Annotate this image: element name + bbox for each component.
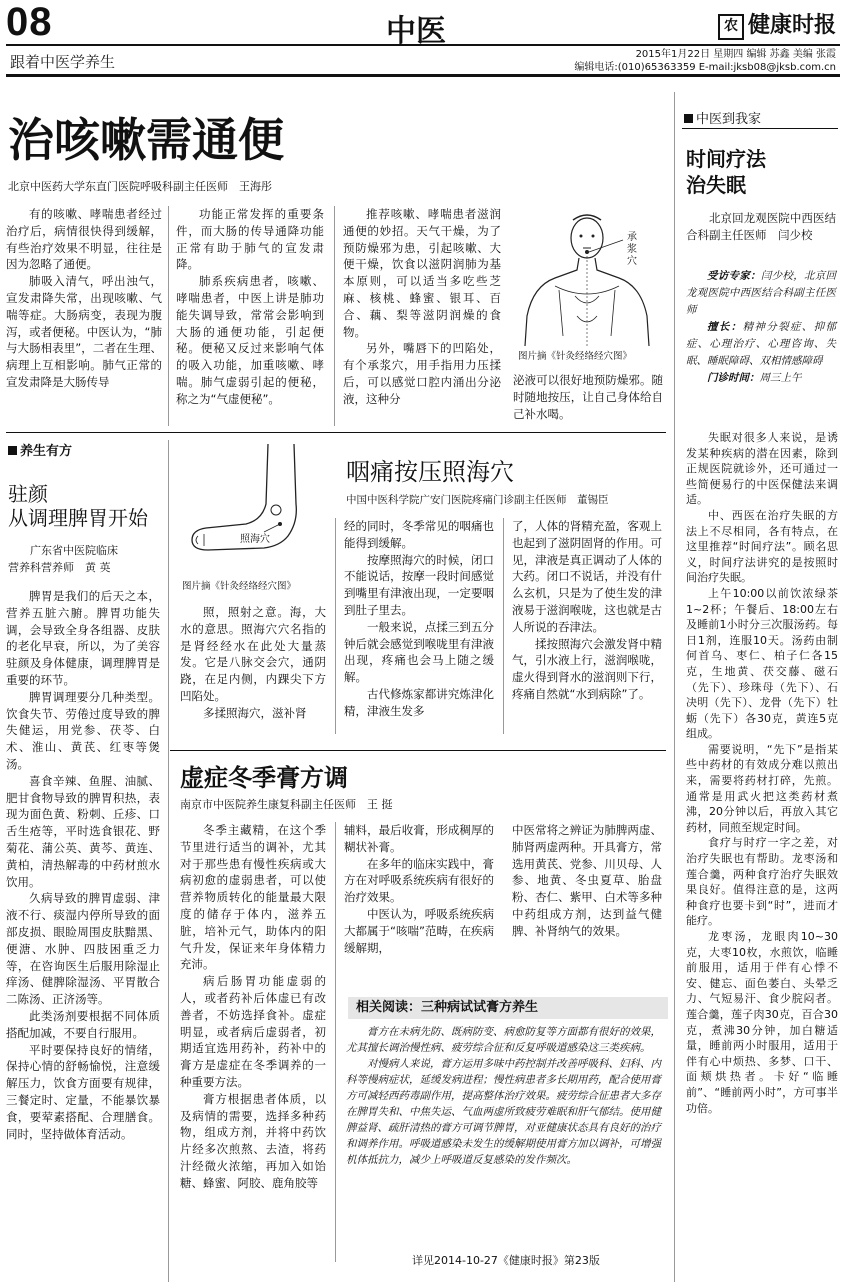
paragraph: 揉按照海穴会激发肾中精气，引水液上行，滋润喉咙，虚火得到肾水的滋润则下行，疼痛自然就“水到病除”了。 — [512, 636, 662, 701]
paragraph: 食疗与时疗一字之差，对治疗失眠也有帮助。龙枣汤和莲合羹，两种食疗治疗失眠效果良好。值得注意的是，这两种食疗也要卡到“时”，进而才能疗。 — [686, 836, 838, 928]
logo-mark: 农 — [718, 14, 744, 40]
main-article-col3 — [343, 206, 501, 408]
left-box-label — [8, 440, 72, 459]
date-text: 2015年1月22日 星期四 编辑 苏鑫 美编 张霞 — [635, 49, 836, 60]
right-box-text: 中医到我家 — [696, 112, 762, 127]
right-column-body — [686, 430, 838, 1116]
column-divider — [503, 518, 504, 734]
section-title: 中医 — [386, 14, 446, 49]
logo-text: 健康时报 — [748, 12, 837, 38]
paragraph: 北京回龙观医院中西医结合科副主任医师 闫少校 — [686, 211, 836, 242]
paragraph: 病后肠胃功能虚弱的人，或者药补后体虚已有改善者，不妨选择食补。虚症明显，或者病后虚弱者，初期适宜选用药补，药补中的膏方是虚症在冬季调养的一种重要方法。 — [180, 974, 326, 1089]
right-box-rule — [682, 128, 838, 129]
chengjiang-label: 承浆穴 — [627, 232, 637, 267]
paragraph: 肺吸入清气，呼出浊气，宣发肃降失常，出现咳嗽、气喘等症。大肠病变，表现为腹泻，或者便秘。中医认为，“肺与大肠相表里”，二者在生理、病理上互相影响。肺气正常的宣发肃降是大肠传导 — [6, 274, 162, 389]
zhaohai-acupoint-figure — [184, 444, 324, 574]
expert-line — [686, 268, 836, 319]
paragraph: 了，人体的肾精充盈，客观上也起到了滋阴固肾的作用。可见，津液是真正调动了人体的大药。闭口不说话，并没有什么玄机，只是为了使生发的津液易于滋润喉咙，这也就是古人所说的吞津法。 — [512, 519, 662, 634]
column-divider — [335, 518, 336, 734]
left-byline-line1: 广东省中医院临床 — [30, 544, 118, 557]
paragraph: 一般来说，点揉三到五分钟后就会感觉到喉咙里有津液出现，疼痛也会马上随之缓解。 — [344, 619, 494, 685]
right-title-line2: 治失眠 — [686, 173, 746, 197]
page-number: 08 — [6, 0, 53, 44]
left-title-line2: 从调理脾胃开始 — [8, 506, 148, 530]
paragraph: 肺系疾病患者，咳嗽、哮喘患者，中医上讲是肺功能失调导致，常常会影响到大肠的通便功能，引起便秘。便秘又反过来影响气体的吸入功能，加重咳嗽、哮喘。肺气虚弱引起的便秘，称之为“气虚便秘”。 — [176, 274, 324, 406]
right-title-line1: 时间疗法 — [686, 147, 766, 171]
specialty-label: 擅长： — [707, 321, 743, 333]
paragraph: 对慢病人来说，膏方运用多味中药控制并改善呼吸科、妇科、内科等慢病症状，延缓发病进程；慢性病患者多长期用药，配合使用膏方可减轻西药毒副作用，提高整体治疗效果。疲劳综合征患者大多存在脾胃失和、中焦失运、气血两虚所致疲劳难眠和肝气郁结。使用健脾益肾、疏肝清热的膏方可调节脾胃，对亚健康状态具有良好的治疗和调养作用。呼吸道感染未发生的缓解期使用膏方加以调补，可增强机体抵抗力，减少上呼吸道反复感染的发作频次。 — [346, 1058, 661, 1166]
winter-article-title: 虚症冬季膏方调 — [180, 763, 348, 792]
throat-article-col1 — [180, 604, 326, 722]
left-title — [8, 482, 148, 530]
column-divider — [674, 92, 675, 1282]
foot-figure-caption: 图片摘《针灸经络经穴图》 — [182, 581, 297, 592]
paragraph: 喜食辛辣、鱼腥、油腻、肥甘食物导致的脾胃积热，表现为面色黄、粉刺、丘疹、口舌生疮等，平时选食银花、野菊花、蒲公英、黄芩、黄连、黄柏，清热解毒的中药材煎水饮用。 — [6, 773, 160, 889]
paragraph: 泌液可以很好地预防燥邪。随时随地按压，让自己身体给自己补水喝。 — [513, 373, 663, 421]
related-reading-body — [346, 1024, 662, 1168]
paragraph: 此类汤剂要根据不同体质搭配加减，不要自行服用。 — [6, 1008, 160, 1040]
paragraph: 膏方根据患者体质，以及病情的需要，选择多种药物，组成方剂，并将中药饮片经多次煎熬、去渣，将药汁经微火浓缩，再加入如饴糖、蜂蜜、阿胶、鹿角胶等 — [180, 1091, 326, 1190]
paragraph: 需要说明，“先下”是指某些中药材的有效成分难以煎出来，需要将药材打碎，先煎。通常是用武火把这类药材煮沸，20分钟以后，再放入其它药材，同煎至规定时间。 — [686, 742, 838, 834]
contact-text: 编辑电话:(010)65363359 E-mail:jksb08@jksb.com.cn — [574, 62, 836, 73]
paragraph: 中、西医在治疗失眠的方法上不尽相同，各有特点，在这里推荐“时间疗法”。顾名思义，时间疗法讲究的是按照时间治疗失眠。 — [686, 508, 838, 585]
paragraph: 膏方在未病先防、既病防变、病愈防复等方面都有很好的效果，尤其擅长调治慢性病、疲劳综合征和反复呼吸道感染这三类疾病。 — [346, 1026, 661, 1054]
newspaper-logo — [718, 8, 836, 40]
main-article-col1 — [6, 206, 162, 391]
paragraph: 有的咳嗽、哮喘患者经过治疗后，病情很快得到缓解，有些治疗效果不明显，往往是因为忽略了通便。 — [6, 207, 162, 272]
column-divider — [335, 822, 336, 1262]
square-icon — [8, 446, 17, 455]
paragraph: 冬季主藏精，在这个季节里进行适当的调补，尤其对于那些患有慢性疾病或大病初愈的虚弱患者，可以使营养物质转化的能量最大限度的储存于体内，滋养五脏，培补元气，助体内的阳气升发，保证来年身体精力充沛。 — [180, 823, 326, 972]
paragraph: 上午10:00以前饮浓绿茶1~2杯；午餐后、18:00左右及睡前1小时分三次服汤药。每日1剂，连服10天。汤药由制何首乌、枣仁、柏子仁各15克，生地黄、茯交藤、磁石（先下）、珍珠母（先下）、石决明（先下）、龙骨（先下）牡蛎（先下）各30克，黄连5克组成。 — [686, 586, 838, 741]
chengjiang-acupoint-figure — [515, 206, 665, 346]
section-divider — [6, 432, 666, 433]
date-line — [574, 48, 836, 74]
zhaohai-label: 照海穴 — [240, 534, 270, 545]
main-article-col4 — [513, 372, 663, 422]
winter-article-col2 — [344, 822, 494, 956]
chest-figure-caption: 图片摘《针灸经络经穴图》 — [518, 351, 633, 362]
throat-article-title: 咽痛按压照海穴 — [346, 458, 514, 486]
paragraph: 在多年的临床实践中，膏方在对呼吸系统疾病有很好的治疗效果。 — [344, 856, 494, 905]
paragraph: 古代修炼家都讲究炼津化精，津液生发多 — [344, 686, 494, 718]
paragraph: 照，照射之意。海，大水的意思。照海穴穴名指的是肾经经水在此处大量蒸发。它是八脉交会穴，通阴跷，在足内侧，内踝尖下方凹陷处。 — [180, 605, 326, 703]
left-title-line1: 驻颜 — [8, 482, 48, 506]
paragraph: 另外，嘴唇下的凹陷处，有个承浆穴，用手指用力压揉后，可以感觉口腔内涌出分泌液，这种分 — [343, 341, 501, 406]
main-article-col2 — [176, 206, 324, 408]
expert-value: 闫少校，北京回龙观医院中西医结合科副主任医师 — [686, 270, 837, 316]
right-title — [686, 146, 766, 198]
main-article-title: 治咳嗽需通便 — [8, 113, 284, 167]
main-article-byline: 北京中医药大学东直门医院呼吸科副主任医师 王海彤 — [8, 180, 272, 193]
left-byline-line2: 营养科营养师 黄 英 — [8, 561, 111, 574]
column-divider — [334, 206, 335, 426]
section-divider — [170, 750, 666, 751]
right-box-label — [684, 108, 761, 127]
paragraph: 中医认为，呼吸系统疾病大都属于“咳喘”范畴，在疾病缓解期， — [344, 906, 494, 955]
paragraph: 功能正常发挥的重要条件，而大肠的传导通降功能正常有助于肺气的宣发肃降。 — [176, 207, 324, 272]
winter-article-col3 — [512, 822, 662, 940]
winter-article-byline: 南京市中医院养生康复科副主任医师 王 挺 — [180, 798, 393, 811]
throat-article-byline: 中国中医科学院广安门医院疼痛门诊副主任医师 董锡臣 — [346, 494, 609, 506]
left-box-text: 养生有方 — [20, 444, 73, 459]
throat-article-col3 — [512, 518, 662, 703]
clinic-value: 周三上午 — [759, 372, 802, 384]
paragraph: 脾胃是我们的后天之本，营养五脏六腑。脾胃功能失调，会导致全身各组器、皮肤的老化早衰，所以，为了美容驻颜及身体健康，调理脾胃是重要的环节。 — [6, 589, 160, 687]
reference-note: 详见2014-10-27《健康时报》第23版 — [412, 1254, 600, 1267]
clinic-label: 门诊时间： — [707, 372, 760, 384]
paragraph: 平时要保持良好的情绪，保持心情的舒畅愉悦，注意缓解压力，饮食方面要有规律，三餐定时、定量，不能暴饮暴食，要荤素搭配、合理膳食。同时，坚持做体育活动。 — [6, 1042, 160, 1141]
paragraph: 脾胃调理要分几种类型。饮食失节、劳倦过度导致的脾失健运，用党参、茯苓、白术、淮山、黄芪、红枣等煲汤。 — [6, 689, 160, 771]
column-divider — [168, 206, 169, 426]
paragraph: 经的同时，冬季常见的咽痛也能得到缓解。 — [344, 519, 494, 550]
expert-label: 受访专家： — [707, 270, 761, 282]
specialty-value: 精神分裂症、抑郁症、心理治疗、心理咨询、失眠、睡眠障碍、双相情感障碍 — [686, 321, 837, 367]
slogan: 跟着中医学养生 — [10, 53, 116, 71]
paragraph: 辅料，最后收膏，形成稠厚的糊状补膏。 — [344, 823, 494, 854]
expert-info — [686, 268, 836, 387]
square-icon — [684, 114, 693, 123]
paragraph: 久病导致的脾胃虚弱、津液不行、痰湿内停所导致的面部皮损、眼睑周围皮肤黯黑、便溏、水肿、四肢困重乏力等，在咨询医生后服用除湿止痒汤、健脾除湿汤、平胃散合二陈汤、正济汤等。 — [6, 891, 160, 1007]
masthead-rule-bottom — [6, 74, 840, 77]
column-divider — [168, 440, 169, 1282]
specialty-line — [686, 319, 836, 370]
paragraph: 按摩照海穴的时候，闭口不能说话，按摩一段时间感觉到嘴里有津液出现，一定要咽到肚子里去。 — [344, 552, 494, 617]
paragraph: 多揉照海穴，滋补肾 — [203, 705, 307, 720]
left-byline — [8, 542, 160, 576]
paragraph: 失眠对很多人来说，是诱发某种疾病的潜在因素，除到正规医院就诊外，还可通过一些简便易行的中医保健法来调适。 — [686, 431, 838, 507]
left-column-body — [6, 588, 160, 1142]
paragraph: 龙枣汤，龙眼肉10~30克，大枣10枚，水煎饮，临睡前服用，适用于伴有心悸不安、健忘、面色萎白、头晕乏力、气短易汗、食少脘闷者。莲合羹，莲子肉30克，百合30克，煮沸30分钟，加白糖适量，睡前两小时服用，适用于伴有心中烦热、多梦、口干、面颊烘热者。卡好“临睡前”、“睡前两小时”，方可事半功倍。 — [686, 930, 838, 1115]
related-reading-heading: 相关阅读：三种病试试膏方养生 — [348, 997, 668, 1019]
winter-article-col1 — [180, 822, 326, 1192]
right-byline — [686, 210, 836, 244]
masthead-rule — [6, 44, 840, 46]
paragraph: 中医常将之辨证为肺脾两虚、肺肾两虚两种。开具膏方，常选用黄芪、党参、川贝母、人参、地黄、冬虫夏草、胎盘粉、杏仁、紫甲、白术等多种中药组成方剂，达到益气健脾、补肾纳气的效果。 — [512, 823, 662, 938]
paragraph: 推荐咳嗽、哮喘患者滋润通便的妙招。天气干燥，为了预防燥邪为患，引起咳嗽、大便干燥，饮食以滋阴润肺为基本原则，可以适当多吃些芝麻、核桃、蜂蜜、银耳、百合、藕、梨等滋阴润燥的食物。 — [343, 207, 501, 339]
throat-article-col2 — [344, 518, 494, 720]
clinic-line — [686, 370, 836, 387]
